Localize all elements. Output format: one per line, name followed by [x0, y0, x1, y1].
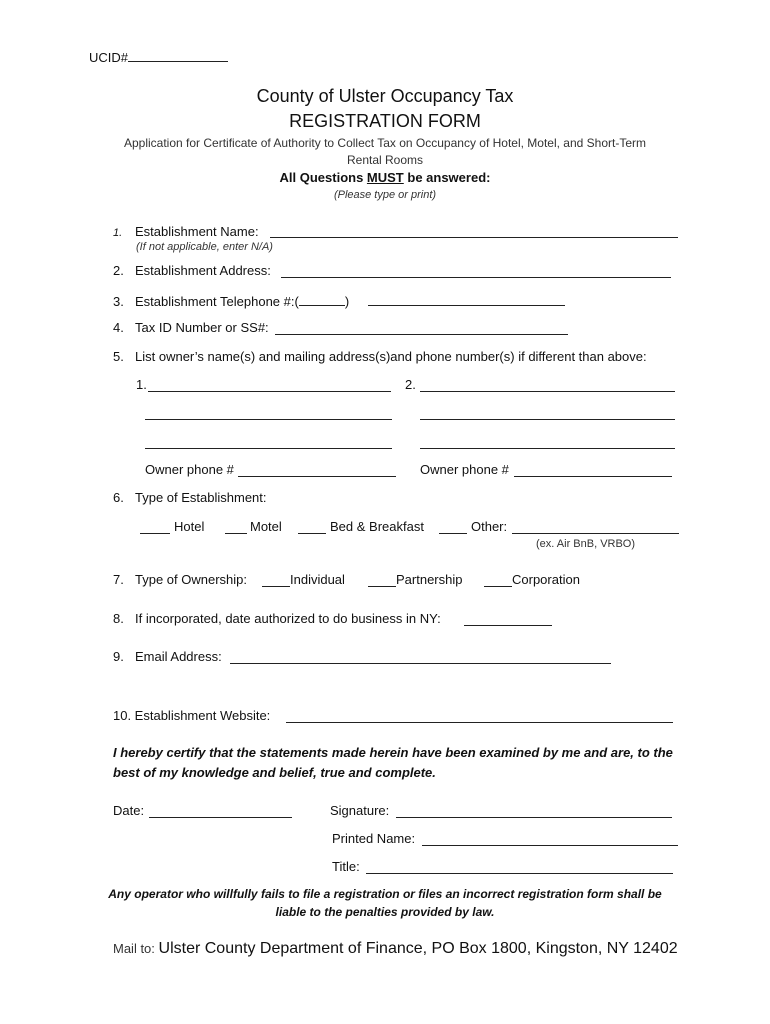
q3-row: 3. Establishment Telephone #:( )	[113, 291, 349, 309]
signature-label: Signature:	[330, 803, 390, 818]
owner2-line1[interactable]	[420, 391, 675, 392]
other-label: Other:	[471, 519, 508, 534]
q8-field[interactable]	[464, 625, 552, 626]
q1-row: 1. Establishment Name:	[113, 224, 259, 239]
certify-line1: I hereby certify that the statements made herein have been examined by me and are, to the	[113, 745, 673, 760]
q1-hint: (If not applicable, enter N/A)	[136, 241, 273, 253]
owner1-line1[interactable]	[148, 391, 391, 392]
q2-row: 2. Establishment Address:	[113, 263, 271, 278]
penalty-line2: liable to the penalties provided by law.	[275, 905, 495, 919]
owner2-number: 2.	[405, 377, 416, 392]
hotel-label: Hotel	[174, 519, 205, 534]
owner2-line3[interactable]	[420, 448, 675, 449]
motel-label: Motel	[250, 519, 282, 534]
owner1-line3[interactable]	[145, 448, 392, 449]
corporation-checkbox-line[interactable]	[484, 586, 512, 587]
date-field[interactable]	[149, 817, 292, 818]
individual-label: Individual	[290, 572, 345, 587]
form-subtitle: REGISTRATION FORM	[289, 111, 481, 131]
q4-row: 4. Tax ID Number or SS#:	[113, 320, 269, 335]
owner1-number: 1.	[136, 377, 147, 392]
owner1-phone-field[interactable]	[238, 476, 396, 477]
motel-checkbox-line[interactable]	[225, 533, 247, 534]
q4-field[interactable]	[275, 334, 568, 335]
q10-field[interactable]	[286, 722, 673, 723]
signature-field[interactable]	[396, 817, 672, 818]
form-title: County of Ulster Occupancy Tax	[256, 86, 514, 106]
partnership-label: Partnership	[396, 572, 463, 587]
hotel-checkbox-line[interactable]	[140, 533, 170, 534]
q5-row: 5. List owner’s name(s) and mailing address(s)and phone number(s) if different than above:	[113, 349, 647, 364]
owner2-phone-field[interactable]	[514, 476, 672, 477]
q9-row: 9. Email Address:	[113, 649, 222, 664]
partnership-checkbox-line[interactable]	[368, 586, 396, 587]
q8-row: 8. If incorporated, date authorized to do business in NY:	[113, 611, 441, 626]
other-field[interactable]	[512, 533, 679, 534]
ucid-label: UCID#	[89, 47, 228, 65]
title-label: Title:	[332, 859, 360, 874]
owner1-phone-label: Owner phone #	[145, 462, 234, 477]
form-description-line1: Application for Certificate of Authority to Collect Tax on Occupancy of Hotel, Motel, and Short-Term	[123, 136, 647, 150]
owner2-line2[interactable]	[420, 419, 675, 420]
please-type-note: (Please type or print)	[333, 189, 437, 201]
q1-field[interactable]	[270, 237, 678, 238]
q7-row: 7. Type of Ownership:	[113, 572, 247, 587]
q3-area-code[interactable]	[299, 291, 345, 306]
other-hint: (ex. Air BnB, VRBO)	[536, 538, 636, 550]
q6-row: 6. Type of Establishment:	[113, 490, 267, 505]
form-description-line2: Rental Rooms	[346, 153, 424, 167]
corporation-label: Corporation	[512, 572, 580, 587]
printed-name-label: Printed Name:	[332, 831, 416, 846]
date-label: Date:	[113, 803, 145, 818]
mail-to-address: Ulster County Department of Finance, PO Box 1800, Kingston, NY 12402	[158, 940, 678, 957]
q3-field[interactable]	[368, 305, 565, 306]
owner1-line2[interactable]	[145, 419, 392, 420]
penalty-line1: Any operator who willfully fails to file a registration or files an incorrect registration form shall be	[108, 887, 662, 901]
bnb-label: Bed & Breakfast	[330, 519, 424, 534]
q2-field[interactable]	[281, 277, 671, 278]
individual-checkbox-line[interactable]	[262, 586, 290, 587]
all-questions-note: All Questions MUST be answered:	[279, 170, 491, 185]
ucid-field[interactable]	[128, 47, 228, 62]
mail-to: Mail to: Ulster County Department of Finance, PO Box 1800, Kingston, NY 12402	[113, 940, 678, 957]
bnb-checkbox-line[interactable]	[298, 533, 326, 534]
q10-label: 10. Establishment Website:	[113, 708, 271, 723]
owner2-phone-label: Owner phone #	[420, 462, 509, 477]
q9-field[interactable]	[230, 663, 611, 664]
title-field[interactable]	[366, 873, 673, 874]
certify-line2: best of my knowledge and belief, true and complete.	[113, 765, 436, 780]
other-checkbox-line[interactable]	[439, 533, 467, 534]
printed-name-field[interactable]	[422, 845, 678, 846]
